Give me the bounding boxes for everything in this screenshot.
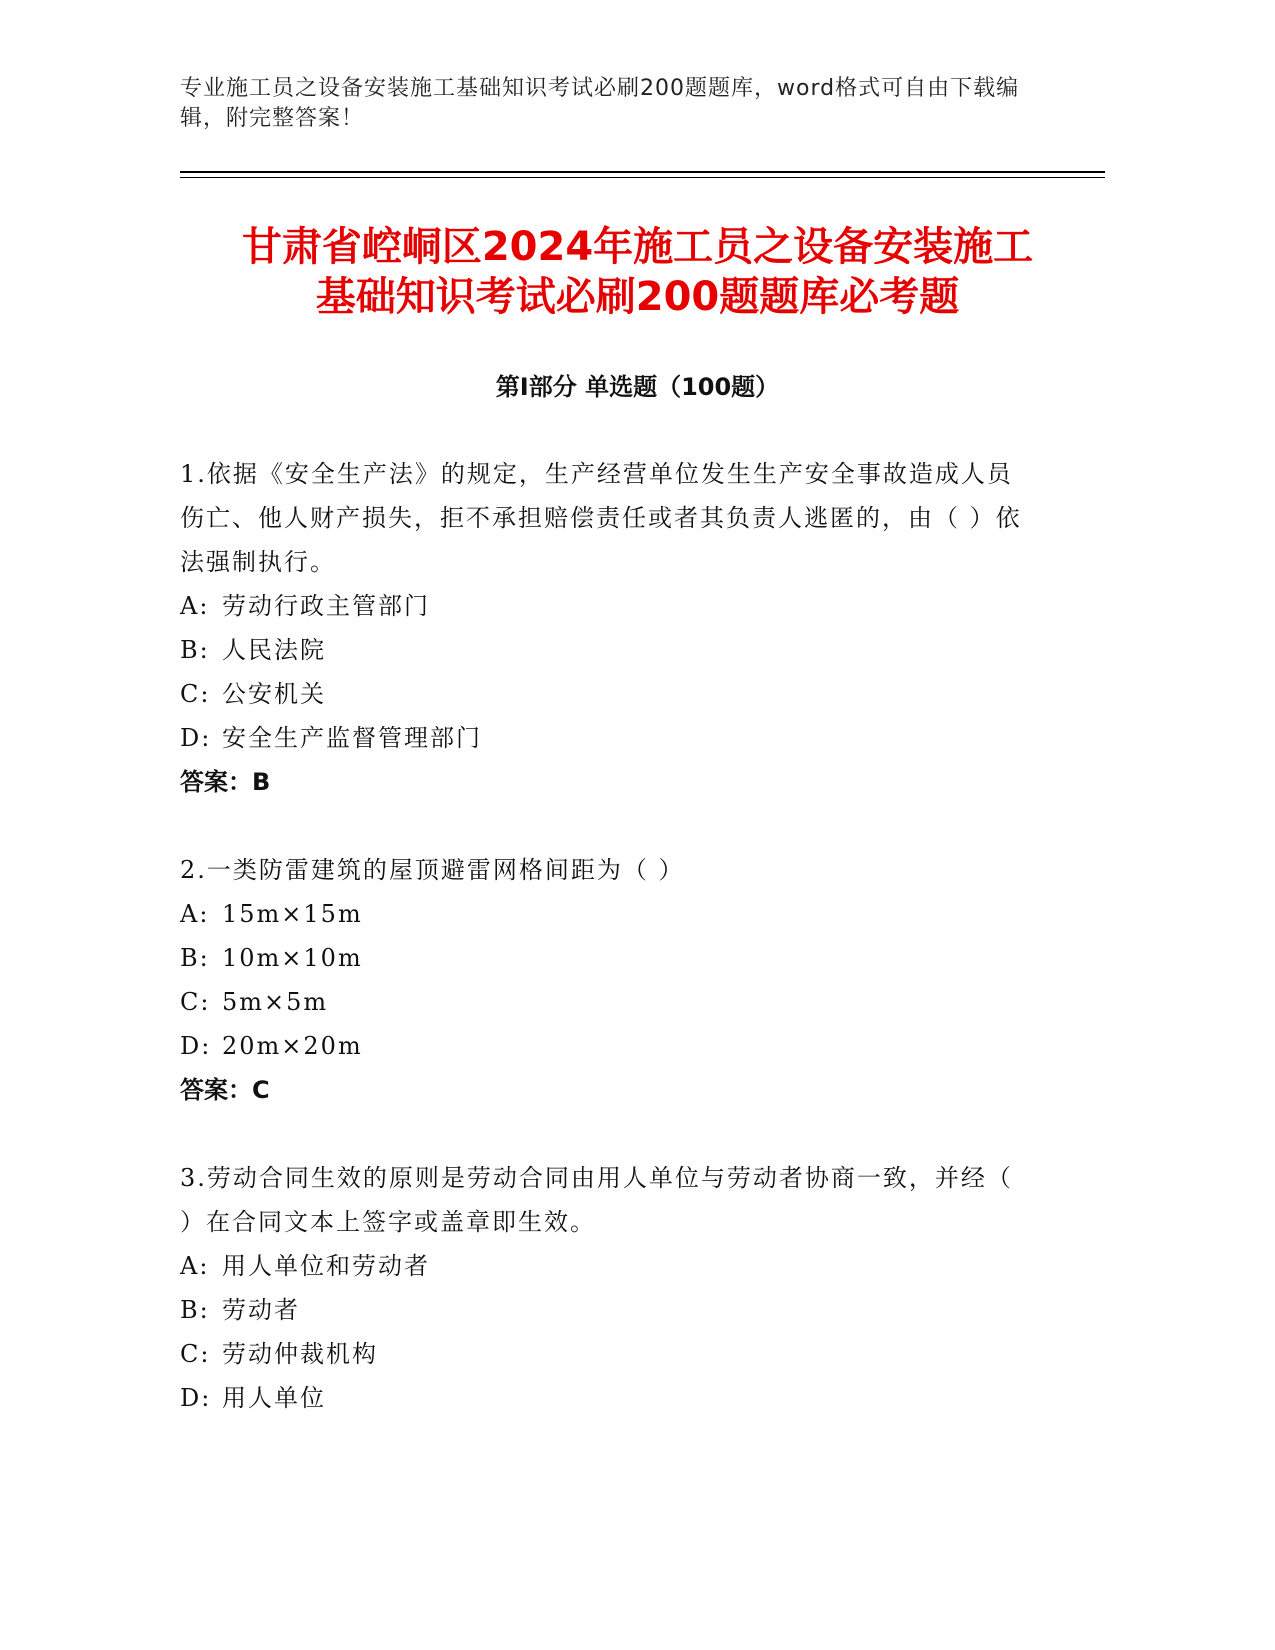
option-letter: C: [180,1340,211,1368]
option-text: 10m×10m [222,944,363,972]
option-text: 用人单位和劳动者 [222,1252,430,1280]
option-d [180,1024,1025,1068]
question-2 [180,848,1025,1112]
option-c [180,980,1025,1024]
option-letter: A: [180,900,210,928]
question-stem: 3.劳动合同生效的原则是劳动合同由用人单位与劳动者协商一致，并经（ ）在合同文本上签字或盖章即生效。 [180,1164,1013,1236]
option-letter: D: [180,1384,212,1412]
option-letter: B: [180,1296,210,1324]
header-rule-thick [180,171,1105,173]
option-text: 用人单位 [222,1384,326,1412]
option-b [180,1288,1025,1332]
option-d [180,1376,1025,1420]
answer-line: 答案：C [180,1076,270,1104]
option-text: 劳动行政主管部门 [222,592,430,620]
question-1 [180,452,1025,804]
header-note: 专业施工员之设备安装施工基础知识考试必刷200题题库，word格式可自由下载编辑，附完整答案！ [180,76,1020,131]
option-text: 安全生产监督管理部门 [222,724,482,752]
question-stem: 1.依据《安全生产法》的规定，生产经营单位发生生产安全事故造成人员伤亡、他人财产损失，拒不承担赔偿责任或者其负责人逃匿的，由（ ）依法强制执行。 [180,460,1022,576]
option-text: 20m×20m [222,1032,363,1060]
option-c [180,1332,1025,1376]
question-stem: 2.一类防雷建筑的屋顶避雷网格间距为（ ） [180,856,685,884]
document-title [140,222,1135,322]
option-letter: B: [180,636,210,664]
option-a [180,1244,1025,1288]
option-letter: C: [180,680,211,708]
option-letter: D: [180,724,212,752]
header-rule-thin [180,177,1105,178]
option-text: 15m×15m [222,900,363,928]
option-letter: A: [180,1252,210,1280]
option-text: 劳动仲裁机构 [222,1340,378,1368]
option-d [180,716,1025,760]
answer-line: 答案：B [180,768,271,796]
option-letter: A: [180,592,210,620]
option-text: 公安机关 [222,680,326,708]
question-3 [180,1156,1025,1420]
option-text: 劳动者 [222,1296,300,1324]
option-b [180,936,1025,980]
option-letter: C: [180,988,211,1016]
option-text: 5m×5m [222,988,329,1016]
question-list [180,452,1025,1464]
option-c [180,672,1025,716]
option-a [180,892,1025,936]
option-letter: D: [180,1032,212,1060]
option-text: 人民法院 [222,636,326,664]
document-title-line-1: 甘肃省崆峒区2024年施工员之设备安装施工 [241,224,1034,270]
document-title-line-2: 基础知识考试必刷200题题库必考题 [315,274,960,320]
option-a [180,584,1025,628]
option-b [180,628,1025,672]
option-letter: B: [180,944,210,972]
section-title: 第Ⅰ部分 单选题（100题） [495,373,780,401]
